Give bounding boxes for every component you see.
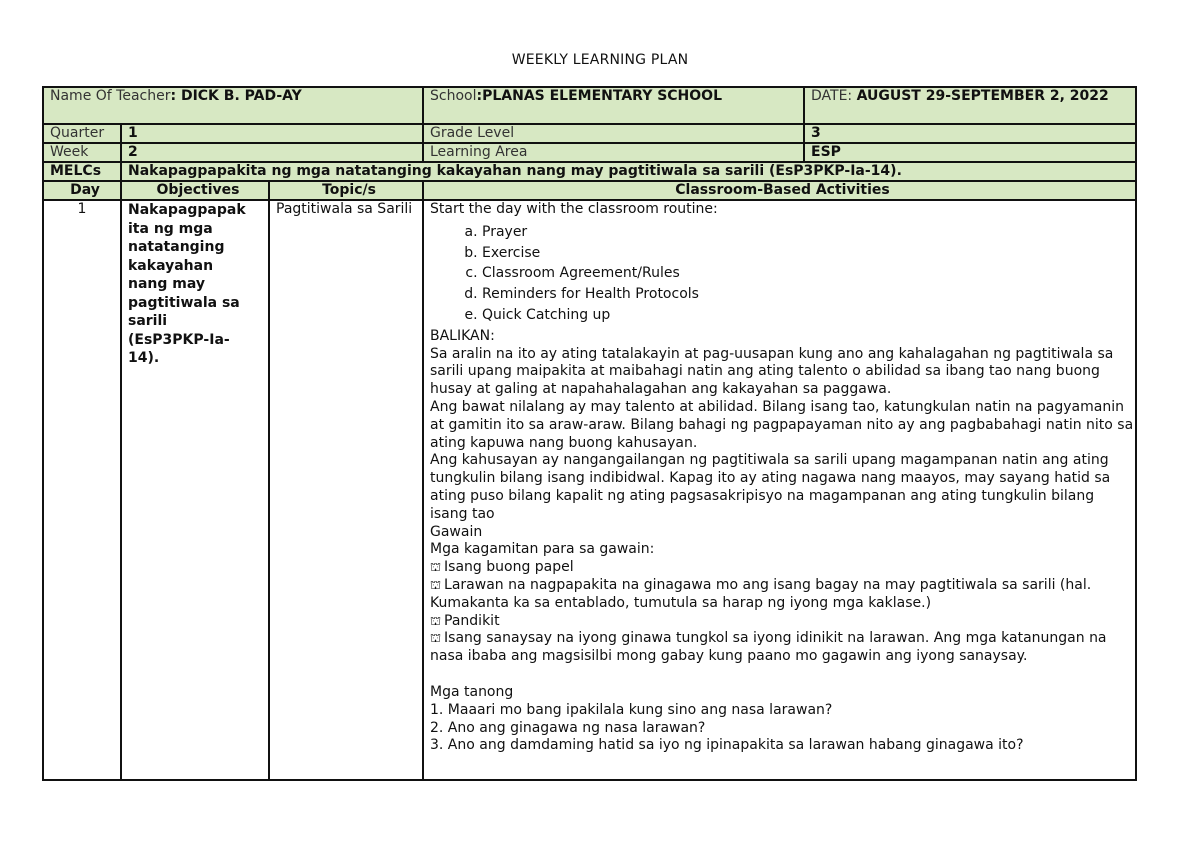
material-item: ⛫ Pandikit <box>430 612 500 629</box>
paragraph: Ang bawat nilalang ay may talento at abilidad. Bilang isang tao, katungkulan natin na pagyamanin at gamitin ito sa araw-araw. Bilang bahagi ng pagpapayaman nito ay ang pagbabahagi natin nito sa ating kapuwa nang buong kahusayan. <box>430 398 1134 451</box>
spacer <box>430 666 1135 684</box>
questions-heading: Mga tanong <box>430 683 514 700</box>
teacher-row <box>43 87 1136 124</box>
quarter-value: 1 <box>121 124 423 143</box>
paragraph: Ang kahusayan ay nangangailangan ng pagtitiwala sa sarili upang magampanan natin ang ating tungkulin bilang isang indibidwal. Kapag ito ay ating nagawa nang maayos, may sayang hatid sa ating puso bilang kapalit ng ating pagsasakripisyo na magampanan ang ating tungkulin bilang isang tao <box>430 452 1111 522</box>
bullet-icon: ⛫ <box>430 631 442 646</box>
routine-intro: Start the day with the classroom routine: <box>430 201 718 217</box>
material-item: ⛫ Isang sanaysay na iyong ginawa tungkol sa iyong idinikit na larawan. Ang mga katanungan na nasa ibaba ang magsisilbi mong gabay kung paano mo gagawin ang iyong sanaysay. <box>430 630 1107 665</box>
grade-value: 3 <box>804 124 1136 143</box>
school-cell: School:PLANAS ELEMENTARY SCHOOL <box>423 87 804 124</box>
question-item: 3. Ano ang damdaming hatid sa iyo ng ipinapakita sa larawan habang ginagawa ito? <box>430 737 1024 754</box>
document-title: WEEKLY LEARNING PLAN <box>511 52 689 68</box>
material-item: ⛫ Larawan na nagpapakita na ginagawa mo ang isang bagay na may pagtitiwala sa sarili (hal. Kumakanta ka sa entablado, tumutula sa harap ng iyong mga kaklase.) <box>430 576 1092 611</box>
routine-item: d. Reminders for Health Protocols <box>482 284 1135 305</box>
school-label: School <box>430 88 477 104</box>
learning-plan-table <box>42 86 1137 781</box>
paragraph: Sa aralin na ito ay ating tatalakayin at pag-uusapan kung ano ang kahalagahan ng pagtitiwala sa sarili upang maipakita at maibahagi natin ang ating talento o abilidad sa ibang tao nang buong husay at galing at napahahalagahan ang kakayahan sa paggawa. <box>430 345 1114 398</box>
question-item: 1. Maaari mo bang ipakilala kung sino ang nasa larawan? <box>430 701 833 718</box>
teacher-name: DICK B. PAD-AY <box>180 88 302 104</box>
routine-item: a. Prayer <box>482 222 1135 243</box>
col-header-day: Day <box>43 181 121 200</box>
material-item: ⛫ Isang buong papel <box>430 559 574 576</box>
learning-area-value: ESP <box>804 143 1136 162</box>
bullet-icon: ⛫ <box>430 560 442 575</box>
routine-list <box>430 222 1135 326</box>
day-row <box>43 200 1136 780</box>
school-name: PLANAS ELEMENTARY SCHOOL <box>482 88 723 104</box>
quarter-row <box>43 124 1136 143</box>
date-label: DATE: <box>811 88 857 104</box>
week-value: 2 <box>121 143 423 162</box>
routine-item: c. Classroom Agreement/Rules <box>482 263 1135 284</box>
date-value: AUGUST 29-SEPTEMBER 2, 2022 <box>856 88 1109 104</box>
learning-area-label: Learning Area <box>423 143 804 162</box>
activities-cell <box>423 200 1136 780</box>
melcs-label: MELCs <box>43 162 121 181</box>
grade-label: Grade Level <box>423 124 804 143</box>
bullet-icon: ⛫ <box>430 577 442 592</box>
col-header-activities: Classroom-Based Activities <box>423 181 1136 200</box>
gawain-heading: Gawain <box>430 523 483 540</box>
objective-text: Nakapagpapak ita ng mga natatanging kakayahan nang may pagtitiwala sa sarili (EsP3PKP-Ia- 14). <box>121 200 269 780</box>
col-header-topic: Topic/s <box>269 181 423 200</box>
day-number: 1 <box>43 200 121 780</box>
quarter-label: Quarter <box>43 124 121 143</box>
topic-text: Pagtitiwala sa Sarili <box>269 200 423 780</box>
balikan-heading: BALIKAN: <box>430 327 495 344</box>
question-item: 2. Ano ang ginagawa ng nasa larawan? <box>430 719 706 736</box>
teacher-cell: Name Of Teacher: DICK B. PAD-AY <box>43 87 423 124</box>
bullet-icon: ⛫ <box>430 613 442 628</box>
teacher-label: Name Of Teacher <box>50 88 171 104</box>
week-label: Week <box>43 143 121 162</box>
column-header-row <box>43 181 1136 200</box>
date-cell <box>804 87 1136 124</box>
routine-item: e. Quick Catching up <box>482 305 1135 326</box>
materials-heading: Mga kagamitan para sa gawain: <box>430 541 655 558</box>
week-row <box>43 143 1136 162</box>
melcs-value: Nakapagpapakita ng mga natatanging kakayahan nang may pagtitiwala sa sarili (EsP3PKP-Ia-14). <box>121 162 1136 181</box>
routine-item: b. Exercise <box>482 243 1135 264</box>
melcs-row <box>43 162 1136 181</box>
col-header-objectives: Objectives <box>121 181 269 200</box>
